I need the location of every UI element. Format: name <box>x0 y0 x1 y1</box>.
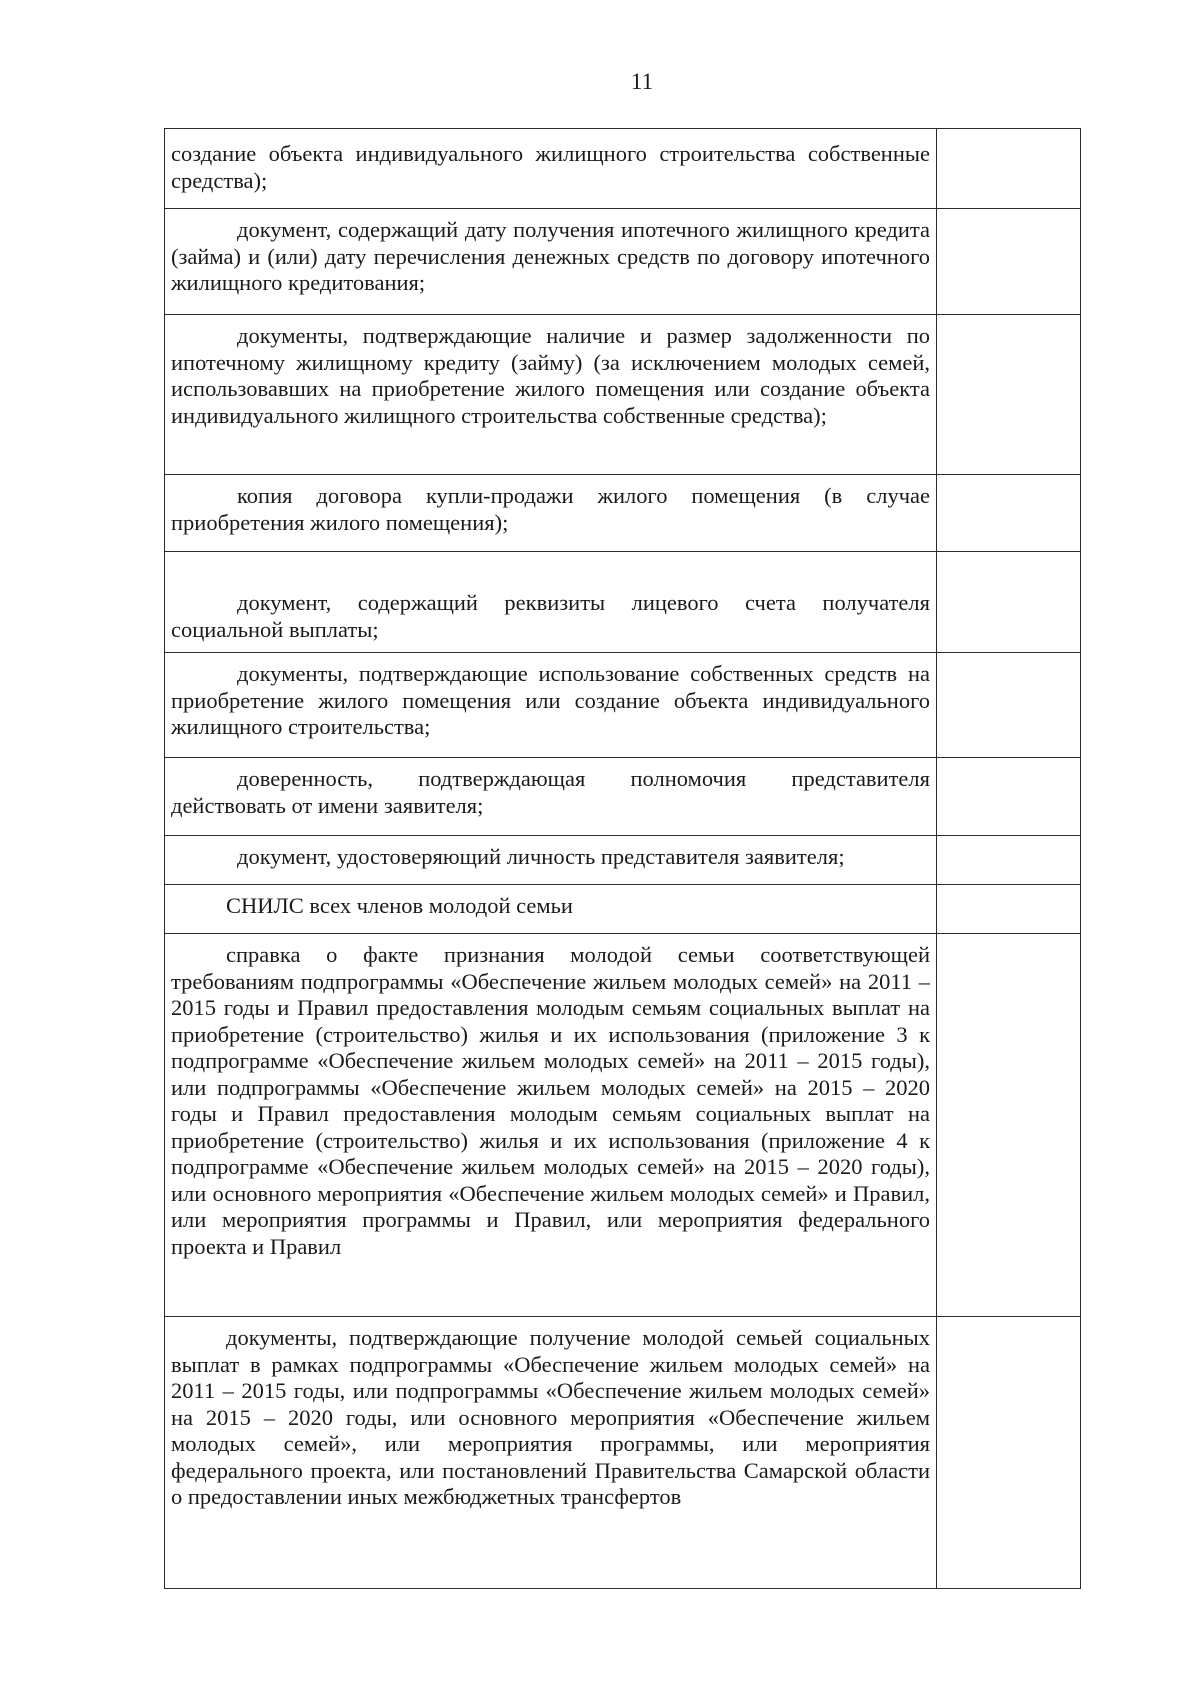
document-cell <box>165 934 937 1317</box>
document-cell <box>165 209 937 315</box>
document-cell <box>165 315 937 475</box>
document-cell <box>165 653 937 758</box>
table-row <box>165 1317 1081 1589</box>
empty-cell <box>937 129 1081 209</box>
document-description: документ, содержащий реквизиты лицевого счета получателя социальной выплаты; <box>171 590 930 642</box>
document-description: документ, содержащий дату получения ипотечного жилищного кредита (займа) и (или) дату перечисления денежных средств по договору ипотечного жилищного кредитования; <box>171 217 930 295</box>
document-cell <box>165 1317 937 1589</box>
documents-table <box>164 128 1081 1589</box>
table-row <box>165 836 1081 885</box>
table-row <box>165 475 1081 552</box>
table-row <box>165 209 1081 315</box>
document-cell <box>165 475 937 552</box>
table-row <box>165 758 1081 836</box>
page-number: 11 <box>630 69 654 94</box>
document-description: СНИЛС всех членов молодой семьи <box>226 893 573 918</box>
empty-cell <box>937 885 1081 934</box>
document-description: создание объекта индивидуального жилищного строительства собственные средства); <box>171 141 930 193</box>
document-description: документ, удостоверяющий личность представителя заявителя; <box>237 844 845 869</box>
empty-cell <box>937 475 1081 552</box>
document-cell <box>165 758 937 836</box>
table-row <box>165 315 1081 475</box>
table-row <box>165 552 1081 653</box>
document-description: документы, подтверждающие получение молодой семьей социальных выплат в рамках подпрограммы «Обеспечение жильем молодых семей» на 2011 – 2015 годы, или подпрограммы «Обеспечение жильем молодых семей» на 2015 – 2020 годы, или основного мероприятия «Обеспечение жильем молодых семей», или мероприятия программы, или мероприятия федерального проекта, или постановлений Правительства Самарской области о предоставлении иных межбюджетных трансфертов <box>171 1325 930 1509</box>
document-cell <box>165 885 937 934</box>
table-row <box>165 653 1081 758</box>
document-cell <box>165 129 937 209</box>
empty-cell <box>937 1317 1081 1589</box>
document-description: копия договора купли-продажи жилого помещения (в случае приобретения жилого помещения); <box>171 483 930 535</box>
empty-cell <box>937 836 1081 885</box>
document-description: документы, подтверждающие наличие и размер задолженности по ипотечному жилищному кредиту (займу) (за исключением молодых семей, использовавших на приобретение жилого помещения или создание объекта индивидуального жилищного строительства собственные средства); <box>171 323 930 428</box>
empty-cell <box>937 552 1081 653</box>
empty-cell <box>937 315 1081 475</box>
document-description: доверенность, подтверждающая полномочия представителя действовать от имени заявителя; <box>171 766 930 818</box>
empty-cell <box>937 758 1081 836</box>
table-row <box>165 934 1081 1317</box>
table-row <box>165 885 1081 934</box>
document-cell <box>165 552 937 653</box>
table-row <box>165 129 1081 209</box>
document-description: документы, подтверждающие использование собственных средств на приобретение жилого помещения или создание объекта индивидуального жилищного строительства; <box>171 661 930 739</box>
empty-cell <box>937 653 1081 758</box>
empty-cell <box>937 209 1081 315</box>
document-cell <box>165 836 937 885</box>
document-description: справка о факте признания молодой семьи соответствующей требованиям подпрограммы «Обеспечение жильем молодых семей» на 2011 – 2015 годы и Правил предоставления молодым семьям социальных выплат на приобретение (строительство) жилья и их использования (приложение 3 к подпрограмме «Обеспечение жильем молодых семей» на 2011 – 2015 годы), или подпрограммы «Обеспечение жильем молодых семей» на 2015 – 2020 годы и Правил предоставления молодым семьям социальных выплат на приобретение (строительство) жилья и их использования (приложение 4 к подпрограмме «Обеспечение жильем молодых семей» на 2015 – 2020 годы), или основного мероприятия «Обеспечение жильем молодых семей» и Правил, или мероприятия программы и Правил, или мероприятия федерального проекта и Правил <box>171 942 930 1259</box>
empty-cell <box>937 934 1081 1317</box>
